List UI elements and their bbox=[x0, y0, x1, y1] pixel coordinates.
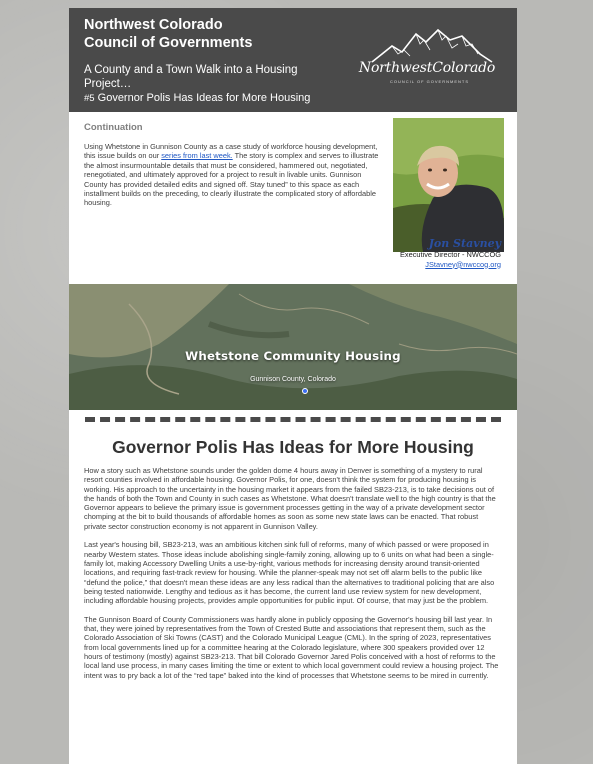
issue-number: #5 bbox=[84, 93, 95, 104]
article-body bbox=[69, 466, 517, 680]
director-photo bbox=[393, 118, 504, 252]
whetstone-banner-image bbox=[69, 284, 517, 410]
logo-text: NorthwestColorado bbox=[358, 60, 496, 76]
signature-block bbox=[400, 237, 501, 269]
continuation-section bbox=[69, 112, 517, 284]
series-link[interactable]: series from last week. bbox=[161, 151, 233, 161]
series-subtitle: A County and a Town Walk into a Housing Project… bbox=[84, 64, 298, 90]
issue-title bbox=[84, 92, 310, 105]
article-title: Governor Polis Has Ideas for More Housing bbox=[112, 437, 474, 457]
nwccog-logo bbox=[352, 24, 502, 86]
issue-title-text: Governor Polis Has Ideas for More Housing bbox=[97, 92, 311, 104]
aerial-terrain bbox=[69, 284, 517, 410]
location-pin-icon bbox=[302, 388, 308, 394]
logo-tagline: COUNCIL OF GOVERNMENTS bbox=[390, 79, 469, 84]
continuation-text-start: Using Whetstone in Gunnison County as a case study of workforce housing development, this issue builds on our bbox=[84, 142, 378, 161]
org-name-line1: Northwest Colorado bbox=[84, 17, 223, 33]
newsletter-header bbox=[69, 8, 517, 112]
signature-role: Executive Director - NWCCOG bbox=[399, 250, 501, 259]
article-paragraph-2: Last year's housing bill, SB23-213, was an ambitious kitchen sink full of reforms, many of which passed or were proposed in nearby Western states. Those ideas include abolishing single-family zoning, allowing up to 6 units on what had been a single-family lot, making Accessory Dwelling Units a use-by-right, various methods for increasing density around transit-oriented locations, and requiring fast-track review for housing. While the planner-speak may not set off alarm bells to the public like “defund the police,” that doesn't mean these ideas are any less radical than the alternatives to traditional policing that are also being tested nationwide. Lengthy and tedious as it has become, the current land use review system for new development, including affordable housing projects, provides ample opportunities for public input. Of course, that may just be the problem. bbox=[84, 540, 495, 606]
section-divider bbox=[69, 410, 517, 430]
banner-title: Whetstone Community Housing bbox=[185, 349, 401, 363]
newsletter-page bbox=[69, 8, 517, 764]
article-paragraph-1: How a story such as Whetstone sounds under the golden dome 4 hours away in Denver is something of a mystery to rural resort counties involved in affordable housing. Governor Polis, for one, doesn't think the system for producing housing is working. His approach to the uncertainty in the housing market it appears from the failed SB23-213, is to take decisions out of the hands of both the Town and County in such cases as Whetstone. What doesn't translate well to the high country is that the Governor appears to believe the primary issue is government processes getting in the way of a private development sector chomping at the bit to build thousands of affordable homes as soon as some new state laws can be enacted. That robust private sector construction economy is not apparent in Gunnison Valley. bbox=[84, 466, 496, 531]
article-paragraph-3: The Gunnison Board of County Commissioners was hardly alone in publicly opposing the Governor's housing bill last year. In that, they were joined by representatives from the Town of Crested Butte and associations that represent them, such as the Colorado Association of Ski Towns (CAST) and the Colorado Municipal League (CML). In the spring of 2023, representatives from local governments lined up for a committee hearing at the Colorado legislature, where 300 speakers provided over 12 hours of testimony (mostly) against SB23-213. That bill Colorado Governor Jared Polis conceived with a host of reforms to the local land use process, in many cases limiting the time or extent to which local government could review a housing project. The intent was to pry back a lot of the “red tape” baked into the kind of processes that Whetstone seems to be mired in currently. bbox=[84, 614, 499, 680]
mountains-icon bbox=[352, 24, 502, 64]
org-name bbox=[84, 16, 284, 52]
org-name-line2: Council of Governments bbox=[84, 35, 253, 51]
signature-email-link[interactable]: JStavney@nwccog.org bbox=[425, 259, 501, 269]
continuation-heading: Continuation bbox=[84, 122, 143, 133]
continuation-text-end: The story is complex and serves to illustrate the almost insurmountable details that must be considered, hammered out, negotiated, renegotiated, and ultimately approved for a project to result in livable units. Gunnison County has provided detailed edits and signed off. Stay tuned” to this space as each installment builds on the preceding, to clearly illustrate the complicated story of affordable housing. bbox=[84, 151, 379, 208]
banner-subtitle: Gunnison County, Colorado bbox=[250, 376, 336, 383]
signature-name: Jon Stavney bbox=[428, 237, 501, 250]
continuation-text bbox=[84, 142, 382, 208]
